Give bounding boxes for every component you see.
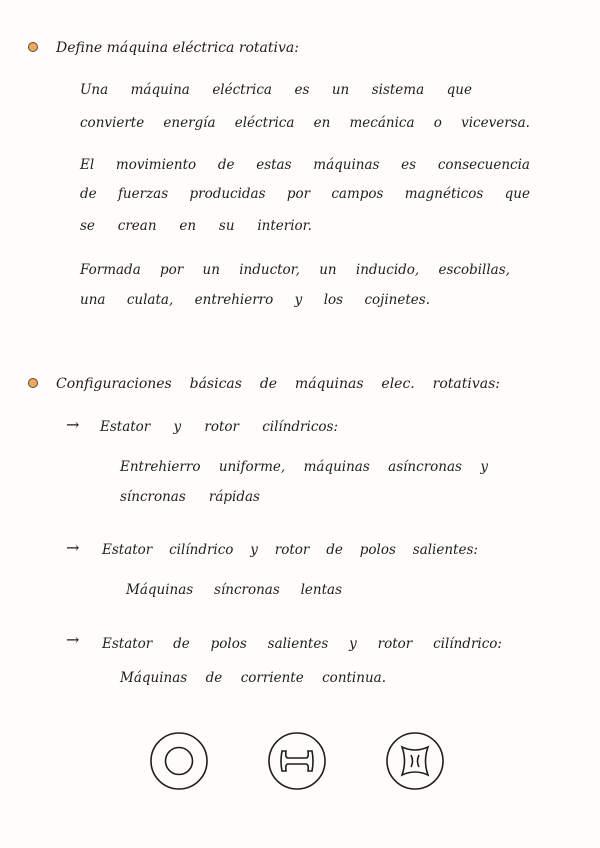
word: corriente bbox=[240, 670, 304, 686]
word: y bbox=[250, 542, 258, 558]
word: Estator bbox=[102, 636, 153, 652]
word: rotor bbox=[377, 636, 413, 652]
machine-sketches bbox=[0, 728, 600, 798]
word: un bbox=[331, 82, 350, 98]
word: o bbox=[433, 115, 442, 131]
word: y bbox=[349, 636, 357, 652]
word: movimiento bbox=[115, 157, 197, 173]
word: síncronas bbox=[120, 489, 186, 505]
word: y bbox=[173, 419, 182, 435]
word: síncronas bbox=[214, 582, 280, 598]
word: por bbox=[286, 186, 311, 202]
word: salientes bbox=[267, 636, 329, 652]
arrow-icon: → bbox=[66, 415, 80, 434]
word: polos bbox=[359, 542, 396, 558]
word: entrehierro bbox=[194, 292, 274, 308]
word: culata, bbox=[126, 292, 174, 308]
word: máquinas bbox=[294, 376, 364, 392]
arrow-icon: → bbox=[66, 630, 80, 649]
word: en bbox=[179, 218, 197, 234]
word: escobillas, bbox=[438, 262, 510, 278]
item1-line-0 bbox=[120, 459, 488, 475]
word: polos bbox=[210, 636, 247, 652]
word: eléctrica bbox=[234, 115, 295, 131]
word: un bbox=[202, 262, 220, 278]
word: cilíndrico bbox=[169, 542, 234, 558]
item2-title bbox=[102, 542, 478, 558]
word: rápidas bbox=[208, 489, 260, 505]
word: asíncronas bbox=[388, 459, 462, 475]
word: es bbox=[401, 157, 417, 173]
s1-line-0 bbox=[80, 82, 472, 98]
item1-title bbox=[100, 419, 338, 435]
word: Máquinas bbox=[120, 670, 188, 686]
word: Formada bbox=[80, 262, 141, 278]
word: rotor bbox=[204, 419, 239, 435]
word: que bbox=[446, 82, 472, 98]
word: Estator bbox=[100, 419, 151, 435]
s1-line-4 bbox=[80, 218, 312, 234]
word: en bbox=[313, 115, 331, 131]
word: su bbox=[218, 218, 235, 234]
word: los bbox=[323, 292, 344, 308]
s1-line-6 bbox=[80, 292, 430, 308]
word: sistema bbox=[371, 82, 425, 98]
salient-stator-machine-icon bbox=[269, 733, 325, 789]
word: fuerzas bbox=[117, 186, 169, 202]
item2-line-0 bbox=[126, 582, 342, 598]
bullet-1 bbox=[28, 42, 38, 52]
word: inductor, bbox=[239, 262, 300, 278]
word: y bbox=[294, 292, 303, 308]
word: consecuencia bbox=[437, 157, 530, 173]
word: se bbox=[80, 218, 95, 234]
word: salientes: bbox=[412, 542, 478, 558]
word: máquina bbox=[130, 82, 190, 98]
word: es bbox=[294, 82, 310, 98]
word: Una bbox=[80, 82, 109, 98]
s1-line-5 bbox=[80, 262, 510, 278]
word: de bbox=[259, 376, 278, 392]
word: producidas bbox=[189, 186, 266, 202]
s1-line-2 bbox=[80, 157, 530, 173]
cylindrical-machine-icon bbox=[151, 733, 207, 789]
word: y bbox=[480, 459, 488, 475]
section2-heading bbox=[56, 376, 500, 392]
word: de bbox=[326, 542, 343, 558]
word: lentas bbox=[300, 582, 342, 598]
s1-line-3 bbox=[80, 186, 530, 202]
word: Entrehierro bbox=[120, 459, 201, 475]
word: campos bbox=[331, 186, 384, 202]
item1-line-1 bbox=[120, 489, 260, 505]
word: básicas bbox=[189, 376, 242, 392]
word: rotativas: bbox=[432, 376, 500, 392]
word: de bbox=[205, 670, 223, 686]
word: una bbox=[80, 292, 106, 308]
word: interior. bbox=[257, 218, 312, 234]
salient-rotor-machine-icon bbox=[387, 733, 443, 789]
word: crean bbox=[117, 218, 157, 234]
word: uniforme, bbox=[218, 459, 286, 475]
word: de bbox=[80, 186, 97, 202]
word: El bbox=[80, 157, 95, 173]
word: cilíndricos: bbox=[262, 419, 338, 435]
word: de bbox=[173, 636, 190, 652]
word: elec. bbox=[381, 376, 415, 392]
word: Máquinas bbox=[126, 582, 194, 598]
word: viceversa. bbox=[461, 115, 530, 131]
word: inducido, bbox=[355, 262, 420, 278]
word: Configuraciones bbox=[56, 376, 172, 392]
word: estas bbox=[256, 157, 292, 173]
word: mecánica bbox=[349, 115, 415, 131]
word: máquinas bbox=[313, 157, 380, 173]
word: cojinetes. bbox=[364, 292, 430, 308]
word: un bbox=[319, 262, 337, 278]
word: de bbox=[217, 157, 235, 173]
word: por bbox=[160, 262, 184, 278]
item3-line-0 bbox=[120, 670, 386, 686]
item3-title bbox=[102, 636, 502, 652]
section1-heading: Define máquina eléctrica rotativa: bbox=[56, 40, 299, 56]
word: Estator bbox=[102, 542, 153, 558]
word: magnéticos bbox=[404, 186, 484, 202]
word: convierte bbox=[80, 115, 145, 131]
word: rotor bbox=[274, 542, 310, 558]
word: eléctrica bbox=[212, 82, 272, 98]
word: que bbox=[504, 186, 530, 202]
s1-line-1 bbox=[80, 115, 530, 131]
word: energía bbox=[163, 115, 216, 131]
word: máquinas bbox=[303, 459, 370, 475]
word: continua. bbox=[322, 670, 386, 686]
arrow-icon: → bbox=[66, 538, 80, 557]
word: cilíndrico: bbox=[433, 636, 502, 652]
bullet-2 bbox=[28, 378, 38, 388]
